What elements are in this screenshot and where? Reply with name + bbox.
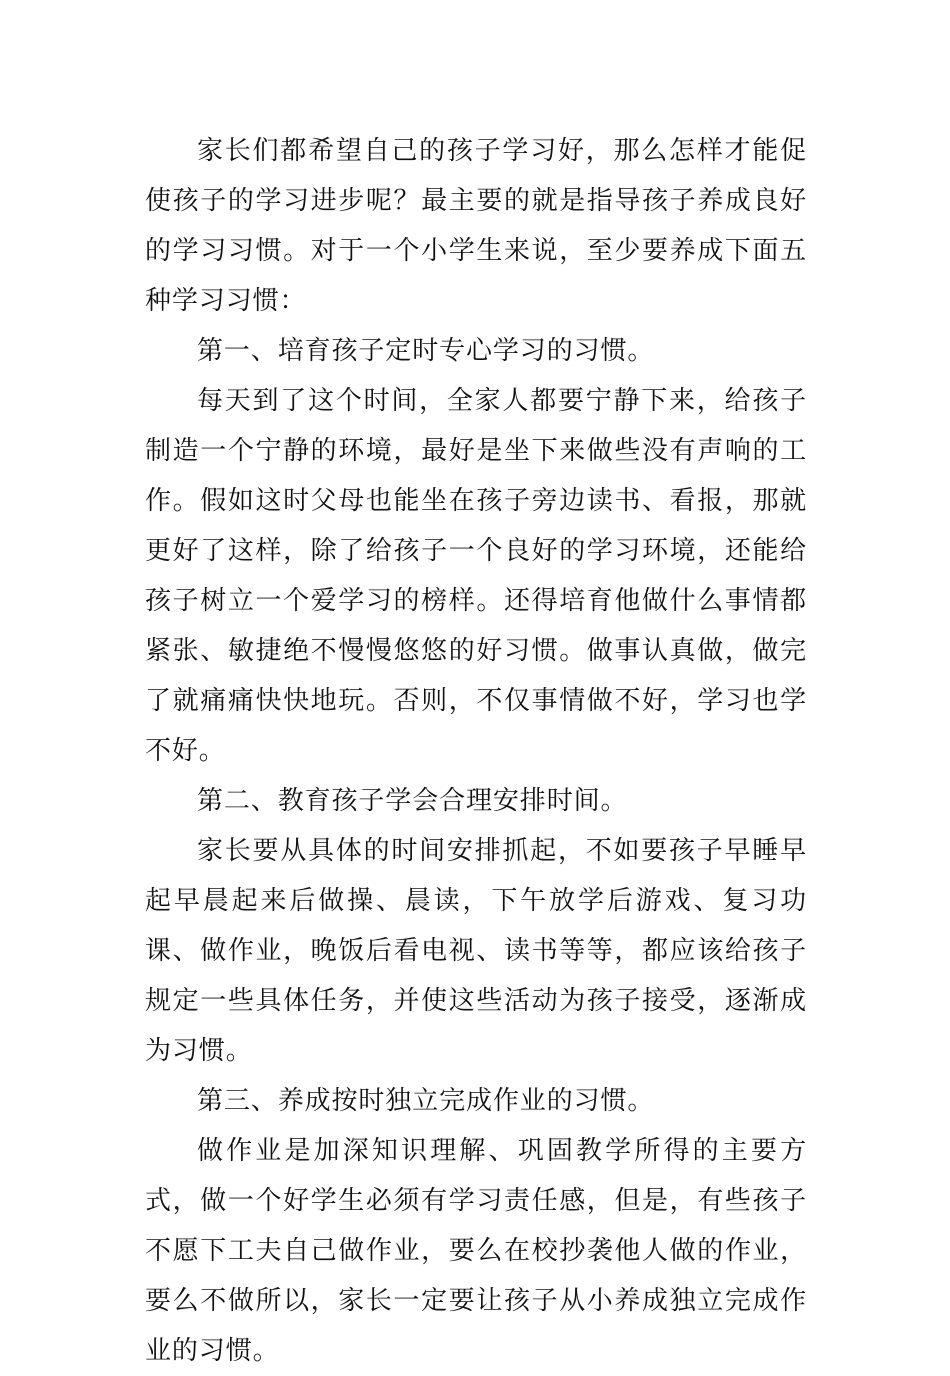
- document-body: [145, 126, 807, 1376]
- second-habit-paragraph: 家长要从具体的时间安排抓起，不如要孩子早睡早起早晨起来后做操、晨读，下午放学后游戏、复习功课、做作业，晚饭后看电视、读书等等，都应该给孩子规定一些具体任务，并使这些活动为孩子接受，逐渐成为习惯。: [145, 836, 807, 1066]
- intro-paragraph: 家长们都希望自己的孩子学习好，那么怎样才能促使孩子的学习进步呢？最主要的就是指导孩子养成良好的学习习惯。对于一个小学生来说，至少要养成下面五种学习习惯：: [145, 136, 807, 316]
- third-habit-paragraph: 做作业是加深知识理解、巩固教学所得的主要方式，做一个好学生必须有学习责任感，但是，有些孩子不愿下工夫自己做作业，要么在校抄袭他人做的作业，要么不做所以，家长一定要让孩子从小养成独立完成作业的习惯。: [145, 1136, 807, 1366]
- heading-third-habit: 第三、养成按时独立完成作业的习惯。: [197, 1086, 655, 1116]
- heading-first-habit: 第一、培育孩子定时专心学习的习惯。: [197, 336, 655, 366]
- heading-second-habit: 第二、教育孩子学会合理安排时间。: [197, 786, 628, 816]
- first-habit-paragraph: 每天到了这个时间，全家人都要宁静下来，给孩子制造一个宁静的环境，最好是坐下来做些没有声响的工作。假如这时父母也能坐在孩子旁边读书、看报，那就更好了这样，除了给孩子一个良好的学习环境，还能给孩子树立一个爱学习的榜样。还得培育他做什么事情都紧张、敏捷绝不慢慢悠悠的好习惯。做事认真做，做完了就痛痛快快地玩。否则，不仅事情做不好，学习也学不好。: [145, 386, 807, 766]
